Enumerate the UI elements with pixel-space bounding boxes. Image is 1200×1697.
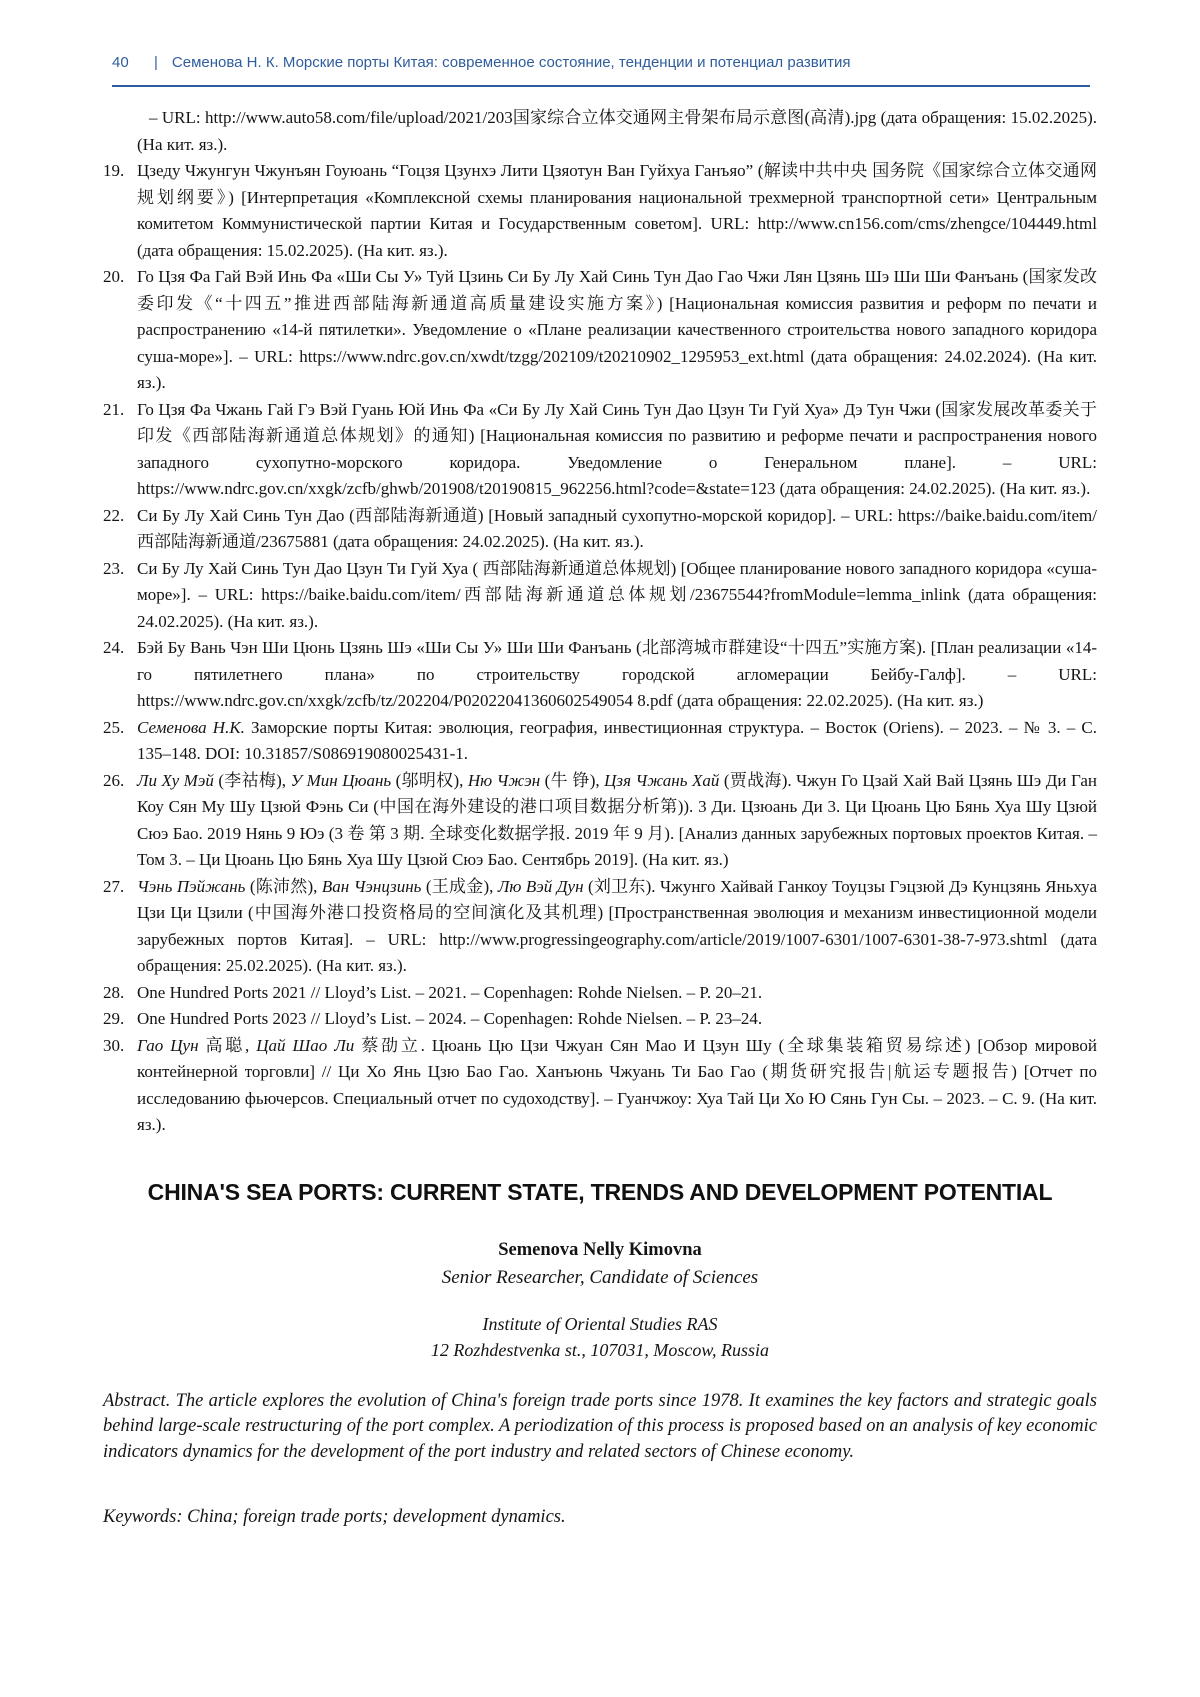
running-header: [112, 54, 1090, 87]
affiliation-address: 12 Rozhdestvenka st., 107031, Moscow, Russia: [430, 1339, 770, 1360]
reference-number: 19.: [103, 161, 125, 180]
reference-number: 22.: [103, 505, 125, 525]
reference-item: [103, 158, 1097, 264]
author-name: Semenova Nelly Kimovna: [498, 1239, 702, 1260]
reference-list: [103, 158, 1097, 1139]
author-role: Senior Researcher, Candidate of Sciences: [441, 1266, 759, 1288]
keywords-line: Keywords: China; foreign trade ports; development dynamics.: [103, 1507, 566, 1527]
reference-item: [103, 715, 1097, 768]
affiliation-block: [103, 1311, 1097, 1363]
reference-text: Гао Цун 高聪, Цай Шао Ли 蔡劭立. Цюань Цю Цзи Чжуан Сян Мао И Цзун Шу (全球集装箱贸易综述) [Обзор мировой контейнерной торговли] // Ци Хо Янь Цзю Бао Гао. Ханъюнь Чжуань Ти Бао Гао (期货研究报告|航运专题报告) [Отчет по исследованию фьючерсов. Специальный отчет по судоходству]. – Гуанчжоу: Хуа Тай Ци Хо Ю Сянь Гун Сы. – 2023. – С. 9. (На кит. яз.).: [137, 1035, 1097, 1134]
reference-number: 27.: [103, 876, 125, 896]
reference-item: [103, 1033, 1097, 1139]
reference-number: 23.: [103, 558, 125, 578]
header-separator: |: [154, 54, 158, 71]
reference-item: [103, 1006, 1097, 1033]
reference-item: [103, 635, 1097, 715]
reference-item: [103, 397, 1097, 503]
reference-text: Бэй Бу Вань Чэн Ши Цюнь Цзянь Шэ «Ши Сы У» Ши Ши Фанъань (北部湾城市群建设“十四五”实施方案). [План реализации «14-го пятилетнего плана» по строительству городской агломерации Бейбу-Галф]. – URL: https://www.ndrc.gov.cn/xxgk/zcfb/tz/202204/P02022041360602549054 8.pdf (дата обращения: 22.02.2025). (На кит. яз.): [137, 638, 1097, 710]
reference-text: Семенова Н.К. Заморские порты Китая: эволюция, география, инвестиционная структура. – Восток (Oriens). – 2023. – № 3. – С. 135–148. DOI: 10.31857/S086919080025431-1.: [137, 717, 1098, 763]
references-section: [103, 105, 1097, 1139]
reference-text: Го Цзя Фа Гай Вэй Инь Фа «Ши Сы У» Туй Цзинь Си Бу Лу Хай Синь Тун Дао Гао Чжи Лян Цзянь Шэ Ши Ши Фанъань (国家发改委印发《“十四五”推进西部陆海新通道高质量建设实施方案》) [Национальная комиссия развития и реформ по печати и распространению «14-й пятилетки». Уведомление о «Плане реализации качественного строительства нового западного коридора суша-море»]. – URL: https://www.ndrc.gov.cn/xwdt/tzgg/202109/t20210902_1295953_ext.html (дата обращения: 24.02.2024). (На кит. яз.).: [137, 267, 1097, 392]
reference-text: One Hundred Ports 2023 // Lloyd’s List. – 2024. – Copenhagen: Rohde Nielsen. – P. 23–24.: [137, 1009, 763, 1028]
reference-text: Цзеду Чжунгун Чжунъян Гоуюань “Гоцзя Цзунхэ Лити Цзяотун Ван Гуйхуа Ганъяо” (解读中共中央 国务院《国家综合立体交通网规划纲要》) [Интерпретация «Комплексной схемы планирования национальной трехмерной транспортной сети» Центральным комитетом Коммунистической партии Китая и Государственным советом]. URL: http://www.cn156.com/cms/zhengce/104449.html (дата обращения: 15.02.2025). (На кит. яз.).: [137, 161, 1097, 260]
reference-number: 21.: [103, 399, 125, 419]
running-title: Семенова Н. К. Морские порты Китая: современное состояние, тенденции и потенциал развития: [171, 54, 851, 71]
reference-item: [103, 503, 1097, 556]
reference-number: 29.: [103, 1009, 125, 1028]
reference-text: Си Бу Лу Хай Синь Тун Дао (西部陆海新通道) [Новый западный сухопутно-морской коридор]. – URL: https://baike.baidu.com/item/西部陆海新通道/23675881 (дата обращения: 24.02.2025). (На кит. яз.).: [137, 505, 1097, 551]
reference-item: [103, 556, 1097, 636]
reference-number: 30.: [103, 1035, 125, 1055]
reference-text: Ли Ху Мэй (李祜梅), У Мин Цюань (邬明权), Ню Чжэн (牛 铮), Цзя Чжань Хай (贾战海). Чжун Го Цзай Хай Вай Цзянь Шэ Ди Ган Коу Сян Му Шу Цзюй Фэнь Си (中国在海外建设的港口项目数据分析第)). 3 Ди. Цзюань Ди 3. Ци Цюань Цю Бянь Хуа Шу Цзюй Сюэ Бао. 2019 Нянь 9 Юэ (3 卷 第 3 期. 全球变化数据学报. 2019 年 9 月). [Анализ данных зарубежных портовых проектов Китая. – Том 3. – Ци Цюань Цю Бянь Хуа Шу Цзюй Сюэ Бао. Сентябрь 2019]. (На кит. яз.): [137, 770, 1098, 869]
reference-number: 20.: [103, 267, 125, 286]
affiliation-institute: Institute of Oriental Studies RAS: [482, 1313, 718, 1334]
reference-text: One Hundred Ports 2021 // Lloyd’s List. – 2021. – Copenhagen: Rohde Nielsen. – P. 20–21.: [137, 982, 763, 1002]
reference-text: Го Цзя Фа Чжань Гай Гэ Вэй Гуань Юй Инь Фа «Си Бу Лу Хай Синь Тун Дао Цзун Ти Гуй Хуа» Дэ Тун Чжи (国家发展改革委关于印发《西部陆海新通道总体规划》的通知) [Национальная комиссия по развитию и реформе печати и распространения нового западного сухопутно-морского коридора. Уведомление о Генеральном плане]. – URL: https://www.ndrc.gov.cn/xxgk/zcfb/ghwb/201908/t20190815_962256.html?code=&state=123 (дата обращения: 24.02.2025). (На кит. яз.).: [137, 399, 1097, 498]
article-title-english: CHINA'S SEA PORTS: CURRENT STATE, TRENDS AND DEVELOPMENT POTENTIAL: [147, 1178, 1053, 1205]
page-number: 40: [112, 54, 129, 71]
abstract-paragraph: Abstract. The article explores the evolution of China's foreign trade ports since 1978. It examines the key factors and strategic goals behind large-scale restructuring of the port complex. A periodization of this process is proposed based on an analysis of key economic indicators dynamics for the development of the port industry and related sectors of Chinese economy.: [103, 1390, 1097, 1462]
reference-continuation: – URL: http://www.auto58.com/file/upload/2021/203国家综合立体交通网主骨架布局示意图(高清).jpg (дата обращения: 15.02.2025). (На кит. яз.).: [137, 108, 1097, 154]
reference-text: Чэнь Пэйжань (陈沛然), Ван Чэнцзинь (王成金), Лю Вэй Дун (刘卫东). Чжунго Хайвай Ганкоу Тоуцзы Гэцзюй Дэ Кунцзянь Яньхуа Цзи Ци Цзили (中国海外港口投资格局的空间演化及其机理) [Пространственная эволюция и механизм инвестиционной модели зарубежных портов Китая]. – URL: http://www.progressingeography.com/article/2019/1007-6301/1007-6301-38-7-973.shtml (дата обращения: 25.02.2025). (На кит. яз.).: [137, 876, 1097, 975]
reference-number: 25.: [103, 717, 125, 737]
reference-number: 24.: [103, 638, 125, 657]
reference-item: [103, 768, 1097, 874]
reference-number: 28.: [103, 982, 125, 1002]
reference-text: Си Бу Лу Хай Синь Тун Дао Цзун Ти Гуй Хуа ( 西部陆海新通道总体规划) [Общее планирование нового западного коридора «суша-море»]. – URL: https://baike.baidu.com/item/西部陆海新通道总体规划/23675544?fromModule=lemma_inlink (дата обращения: 24.02.2025). (На кит. яз.).: [137, 558, 1097, 631]
reference-item: [103, 874, 1097, 980]
reference-number: 26.: [103, 770, 125, 790]
reference-item: [103, 264, 1097, 397]
reference-item: [103, 980, 1097, 1007]
